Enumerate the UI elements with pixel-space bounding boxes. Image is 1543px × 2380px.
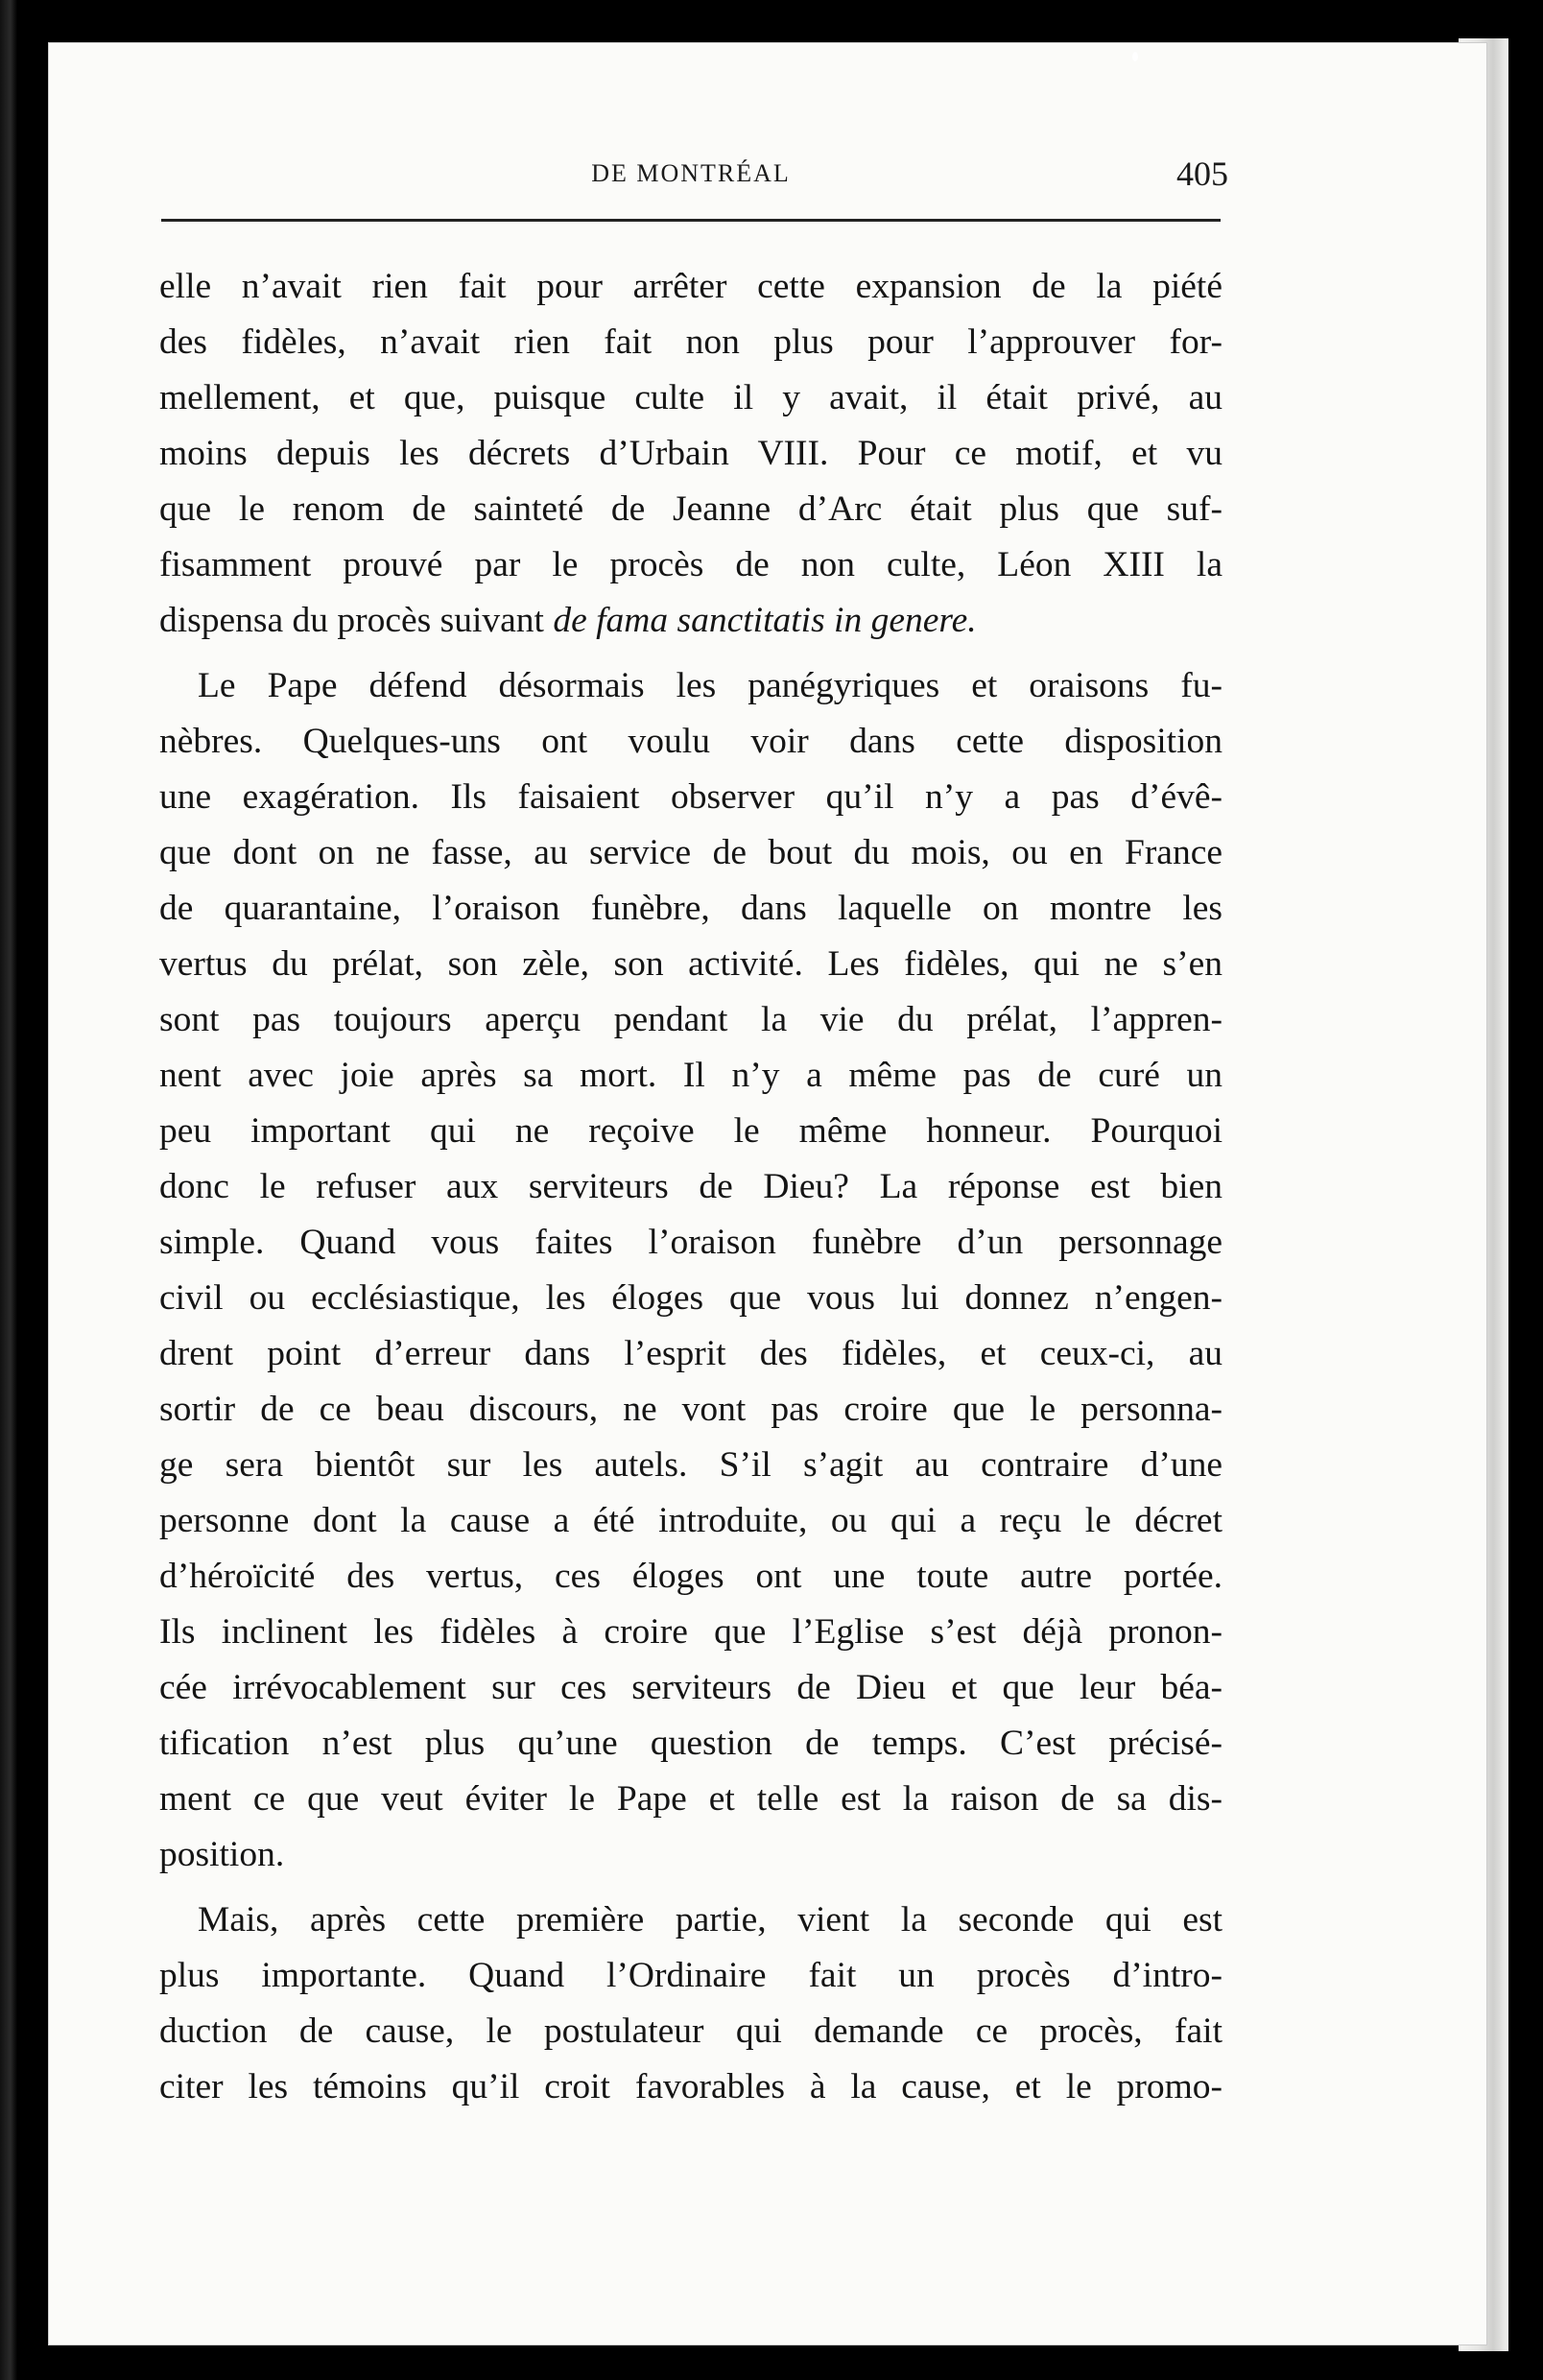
text-line: Mais, après cette première partie, vient la seconde qui est <box>198 1900 1223 1940</box>
text-line: duction de cause, le postulateur qui demande ce procès, fait <box>159 2011 1223 2051</box>
text-line: vertus du prélat, son zèle, son activité. Les fidèles, qui ne s’en <box>159 944 1223 984</box>
running-title: DE MONTRÉAL <box>591 159 791 187</box>
text-line: cée irrévocablement sur ces serviteurs de Dieu et que leur béa- <box>159 1668 1223 1707</box>
text-line: tification n’est plus qu’une question de temps. C’est précisé- <box>159 1724 1223 1763</box>
text-line: sortir de ce beau discours, ne vont pas croire que le personna- <box>159 1390 1223 1429</box>
text-line: simple. Quand vous faites l’oraison funèbre d’un personnage <box>159 1223 1223 1262</box>
text-line: civil ou ecclésiastique, les éloges que vous lui donnez n’engen- <box>159 1278 1223 1318</box>
body-text <box>159 259 1223 2115</box>
page-number: 405 <box>1176 155 1228 193</box>
scan-border-left <box>0 0 17 2380</box>
text-line: nèbres. Quelques-uns ont voulu voir dans cette disposition <box>159 722 1223 761</box>
paragraph-3 <box>159 1892 1223 2115</box>
text-line: que le renom de sainteté de Jeanne d’Arc était plus que suf- <box>159 489 1223 529</box>
text-line: d’héroïcité des vertus, ces éloges ont une toute autre portée. <box>159 1557 1223 1596</box>
text-line: moins depuis les décrets d’Urbain VIII. Pour ce motif, et vu <box>159 434 1223 473</box>
text-line: sont pas toujours aperçu pendant la vie du prélat, l’appren- <box>159 1000 1223 1039</box>
text-line: des fidèles, n’avait rien fait non plus pour l’approuver for- <box>159 322 1223 362</box>
paragraph-2 <box>159 658 1223 1883</box>
text-line: nent avec joie après sa mort. Il n’y a même pas de curé un <box>159 1056 1223 1095</box>
running-head <box>163 154 1228 193</box>
text-line: une exagération. Ils faisaient observer qu’il n’y a pas d’évê- <box>159 777 1223 817</box>
text-line: position. <box>159 1835 285 1874</box>
text-line: ment ce que veut éviter le Pape et telle est la raison de sa dis- <box>159 1779 1223 1819</box>
text-line: plus importante. Quand l’Ordinaire fait un procès d’intro- <box>159 1956 1223 1995</box>
header-rule <box>161 219 1221 222</box>
text-line: mellement, et que, puisque culte il y avait, il était privé, au <box>159 378 1223 417</box>
text-line: personne dont la cause a été introduite, ou qui a reçu le décret <box>159 1501 1223 1540</box>
text-line: Ils inclinent les fidèles à croire que l’Eglise s’est déjà pronon- <box>159 1612 1223 1652</box>
text-line: fisamment prouvé par le procès de non culte, Léon XIII la <box>159 545 1223 584</box>
paragraph-1 <box>159 259 1223 649</box>
text-line-prefix: dispensa du procès suivant <box>159 601 554 640</box>
text-line: citer les témoins qu’il croit favorables à la cause, et le promo- <box>159 2067 1223 2106</box>
text-line: ge sera bientôt sur les autels. S’il s’agit au contraire d’une <box>159 1445 1223 1485</box>
text-line: elle n’avait rien fait pour arrêter cette expansion de la piété <box>159 267 1223 306</box>
text-line: donc le refuser aux serviteurs de Dieu? La réponse est bien <box>159 1167 1223 1206</box>
text-line: de quarantaine, l’oraison funèbre, dans laquelle on montre les <box>159 889 1223 928</box>
text-line: que dont on ne fasse, au service de bout du mois, ou en France <box>159 833 1223 872</box>
latin-phrase: de fama sanctitatis in genere. <box>553 601 977 640</box>
text-line <box>159 593 1223 649</box>
text-line: drent point d’erreur dans l’esprit des fidèles, et ceux-ci, au <box>159 1334 1223 1373</box>
text-line: Le Pape défend désormais les panégyriques et oraisons fu- <box>198 666 1223 705</box>
text-line: peu important qui ne reçoive le même honneur. Pourquoi <box>159 1111 1223 1151</box>
